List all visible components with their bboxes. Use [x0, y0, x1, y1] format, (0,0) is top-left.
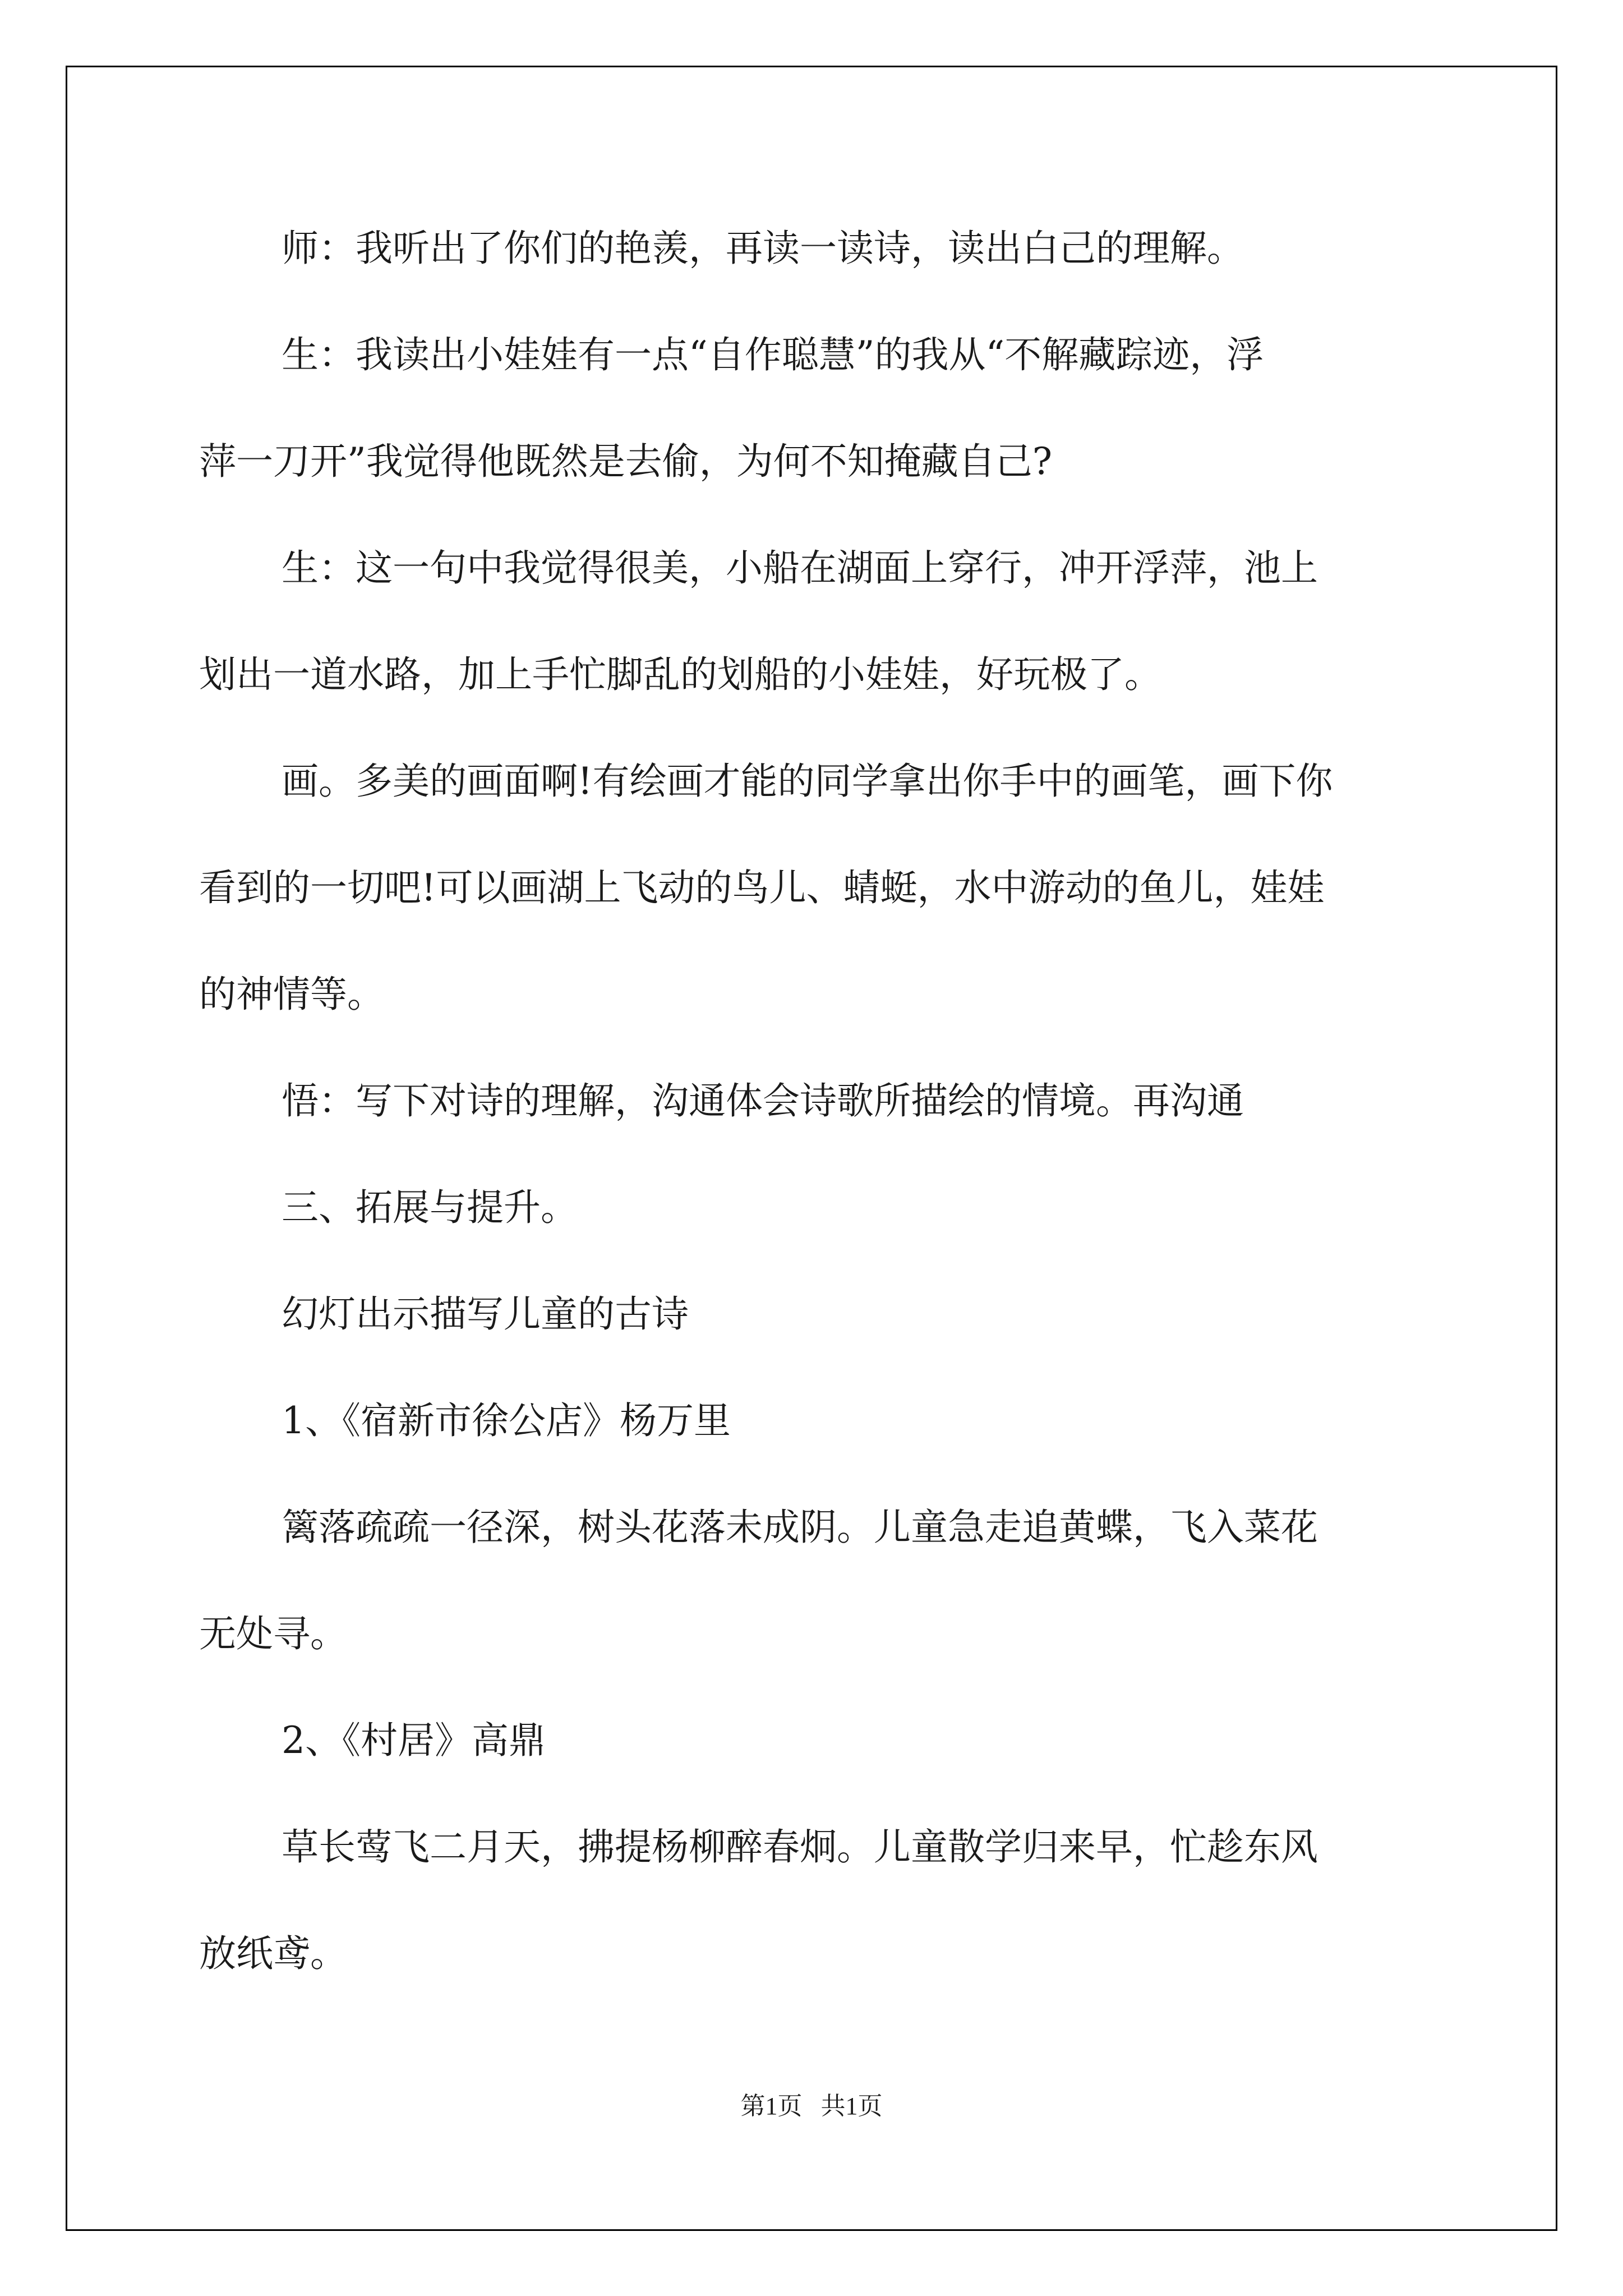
paragraph-line: 生：我读出小娃娃有一点“自作聪慧”的我从“不解藏踪迹，浮 — [282, 333, 1264, 376]
poem-line: 草长莺飞二月天，拂提杨柳醉春炯。儿童散学归来早，忙趁东风 — [282, 1825, 1318, 1869]
paragraph-line: 萍一刀开”我觉得他既然是去偷，为何不知掩藏自己? — [199, 440, 1053, 483]
paragraph-line: 的神情等。 — [199, 973, 384, 1016]
page-footer: 第1页 共1页 — [740, 2092, 883, 2120]
paragraph-line: 幻灯出示描写儿童的古诗 — [282, 1292, 689, 1336]
poem-line: 篱落疏疏一径深，树头花落未成阴。儿童急走追黄蝶，飞入菜花 — [282, 1506, 1318, 1549]
paragraph-line: 悟：写下对诗的理解，沟通体会诗歌所描绘的情境。再沟通 — [282, 1079, 1244, 1122]
paragraph-line: 划出一道水路，加上手忙脚乱的划船的小娃娃，好玩极了。 — [199, 653, 1161, 696]
poem-line: 无处寻。 — [199, 1612, 347, 1655]
section-heading: 三、拓展与提升。 — [282, 1186, 578, 1229]
paragraph-line: 生：这一句中我觉得很美，小船在湖面上穿行，冲开浮萍，池上 — [282, 546, 1318, 590]
poem-line: 放纸鸢。 — [199, 1932, 347, 1975]
paragraph-line: 画。多美的画面啊!有绘画才能的同学拿出你手中的画笔，画下你 — [282, 760, 1333, 803]
poem-title: 2、《村居》高鼎 — [282, 1719, 546, 1762]
page-border — [66, 66, 1557, 2231]
paragraph-line: 师：我听出了你们的艳羡，再读一读诗，读出白己的理解。 — [282, 227, 1244, 270]
poem-title: 1、《宿新市徐公店》杨万里 — [282, 1399, 731, 1442]
paragraph-line: 看到的一切吧!可以画湖上飞动的鸟儿、蜻蜓，水中游动的鱼儿，娃娃 — [199, 866, 1325, 909]
